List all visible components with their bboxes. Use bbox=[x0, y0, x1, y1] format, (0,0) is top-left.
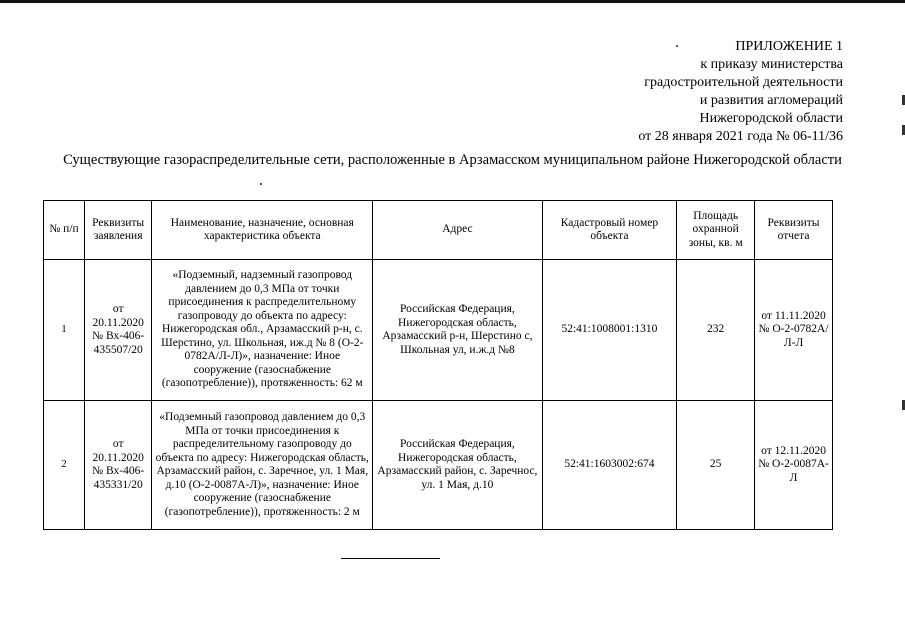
row-number: 1 bbox=[44, 260, 85, 401]
scan-speck bbox=[260, 183, 262, 185]
row-area: 25 bbox=[677, 401, 755, 530]
table-header-row bbox=[44, 201, 833, 260]
header-address: Адрес bbox=[373, 201, 542, 260]
header-cadastral: Кадастровый номер объекта bbox=[542, 201, 677, 260]
header-report: Реквизиты отчета bbox=[755, 201, 833, 260]
row-cadastral: 52:41:1008001:1310 bbox=[542, 260, 677, 401]
row-report: от 12.11.2020 № О-2-0087А-Л bbox=[755, 401, 833, 530]
appendix-line: Нижегородской области bbox=[699, 111, 843, 126]
row-report: от 11.11.2020 № О-2-0782А/Л-Л bbox=[755, 260, 833, 401]
appendix-line: градостроительной деятельности bbox=[644, 75, 843, 90]
appendix-order-date: от 28 января 2021 года № 06-11/36 bbox=[638, 129, 843, 144]
header-application: Реквизиты заявления bbox=[85, 201, 152, 260]
row-area: 232 bbox=[677, 260, 755, 401]
row-application: от 20.11.2020 № Вх-406-435507/20 bbox=[85, 260, 152, 401]
scan-top-border bbox=[0, 0, 905, 3]
row-description: «Подземный, надземный газопровод давлением до 0,3 МПа от точки присоединения к распределительному газопроводу до объекта по адресу: Нижегородская обл., Арзамасский р-н, с. Шерстино, ул. Школьная, иж.д № 8 (О-2-0782А/Л-Л)», назначение: Иное сооружение (газоснабжение (газопотребление)), протяженность: 62 м bbox=[152, 260, 373, 401]
appendix-line: и развития агломераций bbox=[699, 93, 843, 108]
header-area: Площадь охранной зоны, кв. м bbox=[677, 201, 755, 260]
header-number: № п/п bbox=[44, 201, 85, 260]
header-description: Наименование, назначение, основная характеристика объекта bbox=[152, 201, 373, 260]
row-number: 2 bbox=[44, 401, 85, 530]
scan-speck bbox=[676, 45, 678, 47]
table-row bbox=[44, 260, 833, 401]
row-cadastral: 52:41:1603002:674 bbox=[542, 401, 677, 530]
appendix-heading: ПРИЛОЖЕНИЕ 1 bbox=[735, 39, 843, 54]
row-address: Российская Федерация, Нижегородская область, Арзамасский район, с. Заречнос, ул. 1 Мая, д.10 bbox=[373, 401, 542, 530]
footer-divider bbox=[341, 558, 440, 559]
row-application: от 20.11.2020 № Вх-406-435331/20 bbox=[85, 401, 152, 530]
document-title: Существующие газораспределительные сети, расположенные в Арзамасском муниципальном районе Нижегородской области bbox=[63, 152, 842, 168]
appendix-line: к приказу министерства bbox=[700, 57, 843, 72]
appendix-block bbox=[638, 38, 843, 146]
table-row bbox=[44, 401, 833, 530]
gas-network-table bbox=[43, 200, 833, 530]
row-description: «Подземный газопровод давлением до 0,3 МПа от точки присоединения к распределительному газопроводу до объекта по адресу: Нижегородская область, Арзамасский район, с. Заречное, ул. 1 Мая, д.10 (О-2-0087А-Л)», назначение: Иное сооружение (газоснабжение (газопотребление)), протяженность: 2 м bbox=[152, 401, 373, 530]
row-address: Российская Федерация, Нижегородская область, Арзамасский р-н, Шерстино с, Школьная ул, и.ж.д №8 bbox=[373, 260, 542, 401]
